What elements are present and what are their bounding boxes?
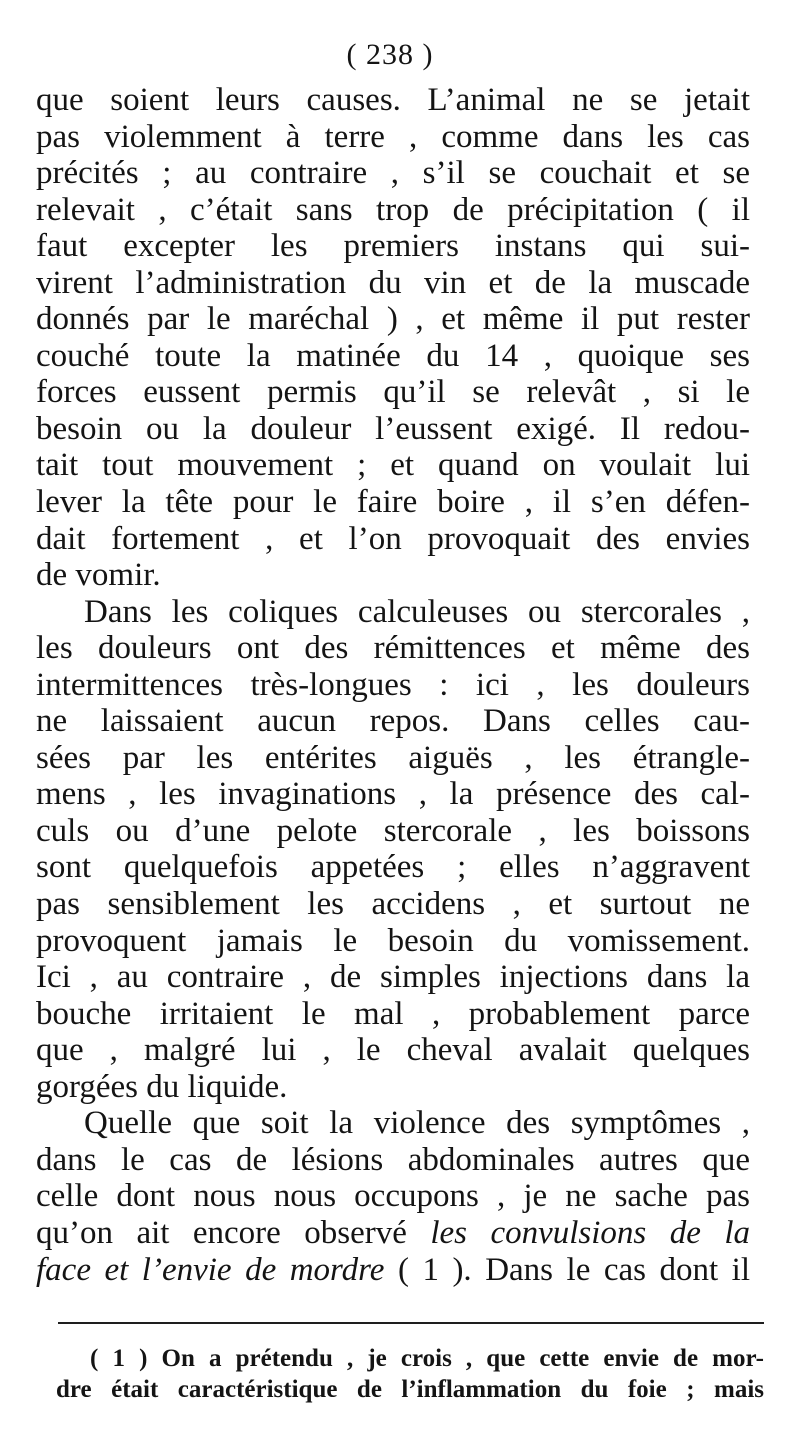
footnote	[56, 1343, 764, 1405]
text-line: dait fortement , et l’on provoquait des envies	[36, 520, 750, 557]
text-line: lever la tête pour le faire boire , il s’en défen-	[36, 484, 750, 521]
paragraph-3	[36, 1105, 750, 1288]
text-line: sont quelquefois appetées ; elles n’aggravent	[36, 849, 750, 886]
text-line: virent l’administration du vin et de la muscade	[36, 264, 750, 301]
text-line: sées par les entérites aiguës , les étrangle-	[36, 739, 750, 776]
footnote-line: ( 1 ) On a prétendu , je crois , que cette envie de mor-	[90, 1345, 764, 1372]
text-line: que , malgré lui , le cheval avalait quelques	[36, 1032, 750, 1069]
text-line: forces eussent permis qu’il se relevât , si le	[36, 374, 750, 411]
italic-phrase: les convulsions de la	[430, 1214, 750, 1251]
text-line: intermittences très-longues : ici , les douleurs	[36, 666, 750, 703]
text-line: de vomir.	[36, 557, 161, 594]
text-line: tait tout mouvement ; et quand on voulait lui	[36, 447, 750, 484]
text-line: relevait , c’était sans trop de précipitation ( il	[36, 191, 750, 228]
italic-phrase: face et l’envie de mordre	[36, 1251, 385, 1288]
text-line: couché toute la matinée du 14 , quoique ses	[36, 337, 750, 374]
text-line: pas sensiblement les accidens , et surtout ne	[36, 886, 750, 923]
text-line: dans le cas de lésions abdominales autres que	[36, 1141, 750, 1178]
text-line: Ici , au contraire , de simples injections dans la	[36, 959, 750, 996]
footnote-line: dre était caractéristique de l’inflammation du foie ; mais	[56, 1376, 764, 1403]
text-line: que soient leurs causes. L’animal ne se jetait	[36, 82, 750, 118]
footnote-separator	[58, 1322, 764, 1324]
page-number: ( 238 )	[346, 38, 434, 71]
text-run: qu’on ait encore observé	[36, 1214, 431, 1251]
text-line: gorgées du liquide.	[36, 1068, 288, 1105]
text-line: donnés par le maréchal ) , et même il put rester	[36, 301, 750, 338]
text-line-mixed	[36, 1252, 750, 1289]
text-line: bouche irritaient le mal , probablement parce	[36, 995, 750, 1032]
footnote-reference: ( 1 ). Dans le cas dont il	[384, 1251, 750, 1288]
paragraph-2	[36, 594, 750, 1106]
text-line: celle dont nous nous occupons , je ne sache pas	[36, 1178, 750, 1215]
paragraph-1	[36, 82, 750, 594]
text-line: les douleurs ont des rémittences et même des	[36, 630, 750, 667]
text-line: précités ; au contraire , s’il se couchait et se	[36, 155, 750, 192]
main-text	[36, 82, 750, 1288]
text-line: culs ou d’une pelote stercorale , les boissons	[36, 812, 750, 849]
text-line: mens , les invaginations , la présence des cal-	[36, 776, 750, 813]
text-line-mixed	[36, 1215, 750, 1252]
text-line: provoquent jamais le besoin du vomissement.	[36, 922, 750, 959]
text-line: Quelle que soit la violence des symptômes ,	[84, 1105, 750, 1142]
text-line: faut excepter les premiers instans qui sui-	[36, 228, 750, 265]
text-line: ne laissaient aucun repos. Dans celles cau-	[36, 703, 750, 740]
text-line: pas violemment à terre , comme dans les cas	[36, 118, 750, 155]
text-line: besoin ou la douleur l’eussent exigé. Il redou-	[36, 410, 750, 447]
text-line: Dans les coliques calculeuses ou stercorales ,	[84, 593, 750, 630]
